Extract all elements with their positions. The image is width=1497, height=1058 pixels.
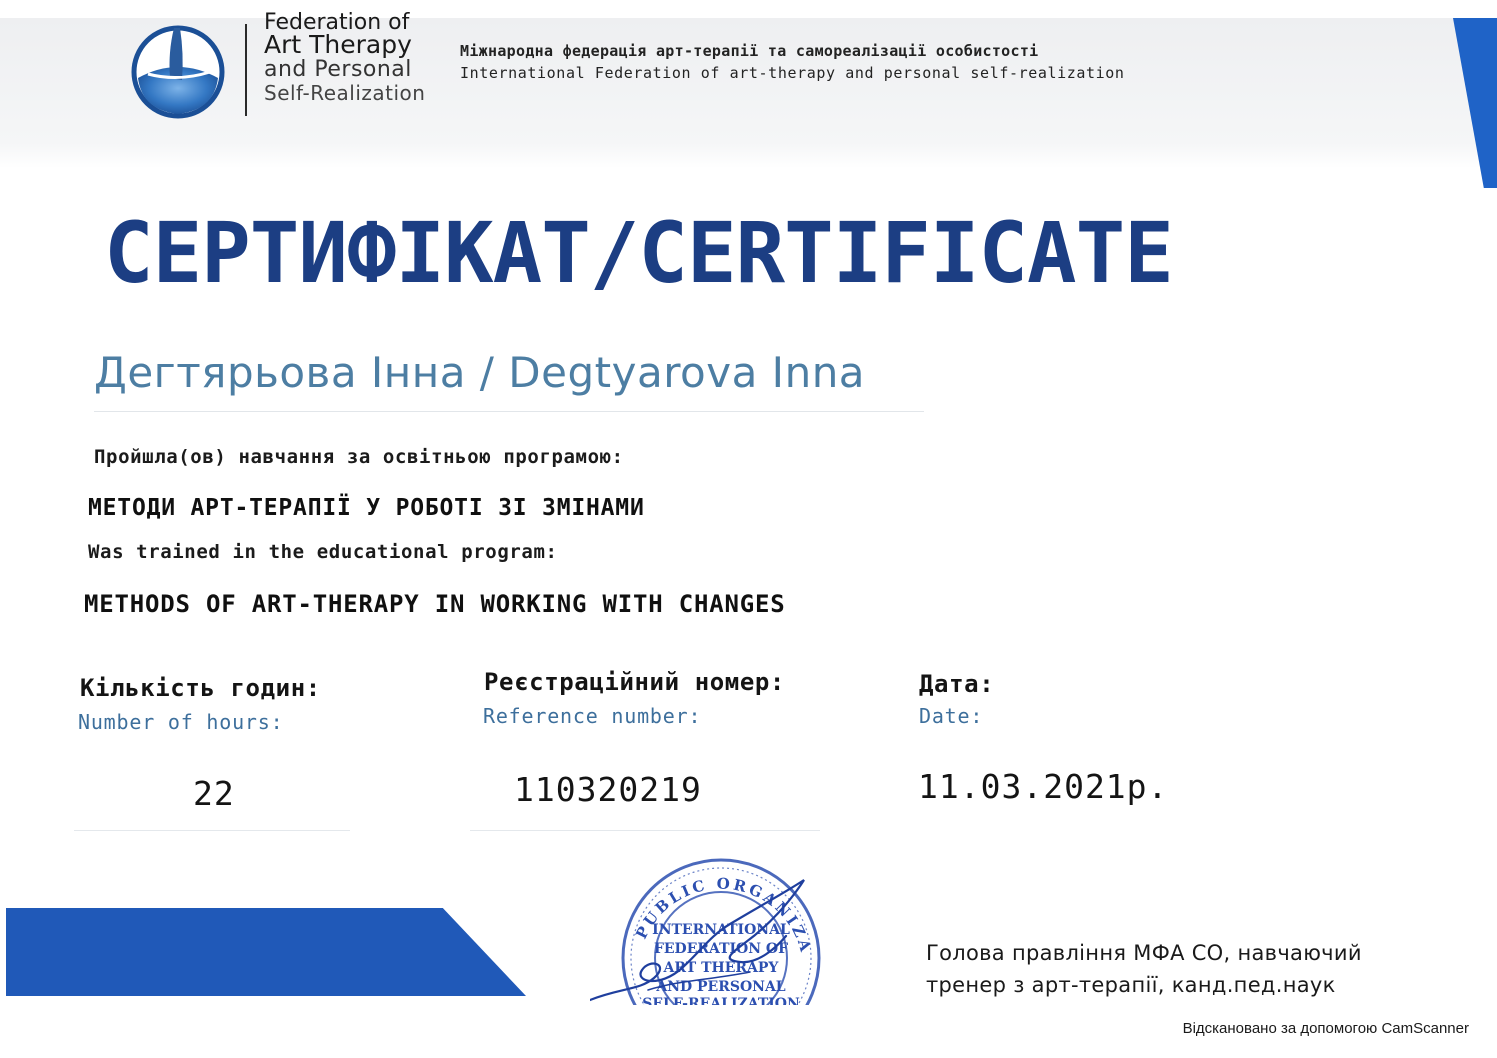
- org-name-line: Federation of: [264, 10, 410, 35]
- logo-emblem-icon: [124, 22, 234, 118]
- reference-value: 110320219: [514, 770, 702, 809]
- stamp-line: INTERNATIONAL: [652, 922, 790, 938]
- reference-subtitle: Reference number:: [483, 704, 702, 728]
- recipient-underline: [94, 411, 924, 412]
- signer-line: Голова правління МФА СО, навчаючий: [926, 941, 1362, 965]
- bottom-blue-band: [6, 908, 526, 996]
- date-value: 11.03.2021р.: [918, 767, 1169, 806]
- reference-underline: [470, 830, 820, 831]
- stamp-line: AND PERSONAL: [656, 979, 786, 995]
- logo-divider: [245, 24, 247, 116]
- stamp-line: FEDERATION OF: [653, 941, 789, 957]
- org-name-block: [264, 12, 425, 103]
- hours-title: Кількість годин:: [80, 674, 321, 702]
- hours-subtitle: Number of hours:: [78, 710, 284, 734]
- hours-underline: [74, 830, 350, 831]
- signer-title-block: [926, 938, 1362, 1001]
- scan-watermark: Відскановано за допомогою CamScanner: [1182, 1020, 1469, 1037]
- program-label-uk: Пройшла(ов) навчання за освітньою програмою:: [94, 446, 624, 468]
- federation-name-uk: Міжнародна федерація арт-терапії та самореалізації особистості: [460, 42, 1039, 60]
- corner-decoration: [1453, 18, 1497, 188]
- certificate-page: [0, 10, 1497, 1005]
- federation-logo: [124, 22, 234, 118]
- stamp-line: ART THERAPY: [663, 960, 779, 976]
- program-label-en: Was trained in the educational program:: [88, 541, 558, 563]
- hours-value: 22: [193, 774, 235, 813]
- date-subtitle: Date:: [919, 704, 984, 728]
- recipient-name: Дегтярьова Інна / Degtyarova Inna: [94, 348, 866, 397]
- org-name-line: and Personal: [264, 57, 412, 82]
- date-title: Дата:: [919, 670, 995, 698]
- stamp-outer-text: PUBLIC ORGANIZA: [632, 874, 816, 956]
- signer-line: тренер з арт-терапії, канд.пед.наук: [926, 972, 1336, 997]
- federation-name-en: International Federation of art-therapy and personal self-realization: [460, 64, 1125, 82]
- org-name-line: Art Therapy: [264, 30, 412, 59]
- stamp-seal-icon: [590, 840, 850, 1005]
- program-name-en: METHODS OF ART-THERAPY IN WORKING WITH CHANGES: [84, 590, 786, 618]
- official-stamp: [590, 840, 850, 1005]
- program-name-uk: МЕТОДИ АРТ-ТЕРАПІЇ У РОБОТІ ЗІ ЗМІНАМИ: [88, 495, 645, 521]
- stamp-line: SELF-REALIZATION: [642, 996, 800, 1005]
- org-name-line: Self-Realization: [264, 81, 426, 105]
- reference-title: Реєстраційний номер:: [484, 668, 785, 696]
- certificate-title: СЕРТИФІКАТ/CERTIFICATE: [104, 204, 1173, 302]
